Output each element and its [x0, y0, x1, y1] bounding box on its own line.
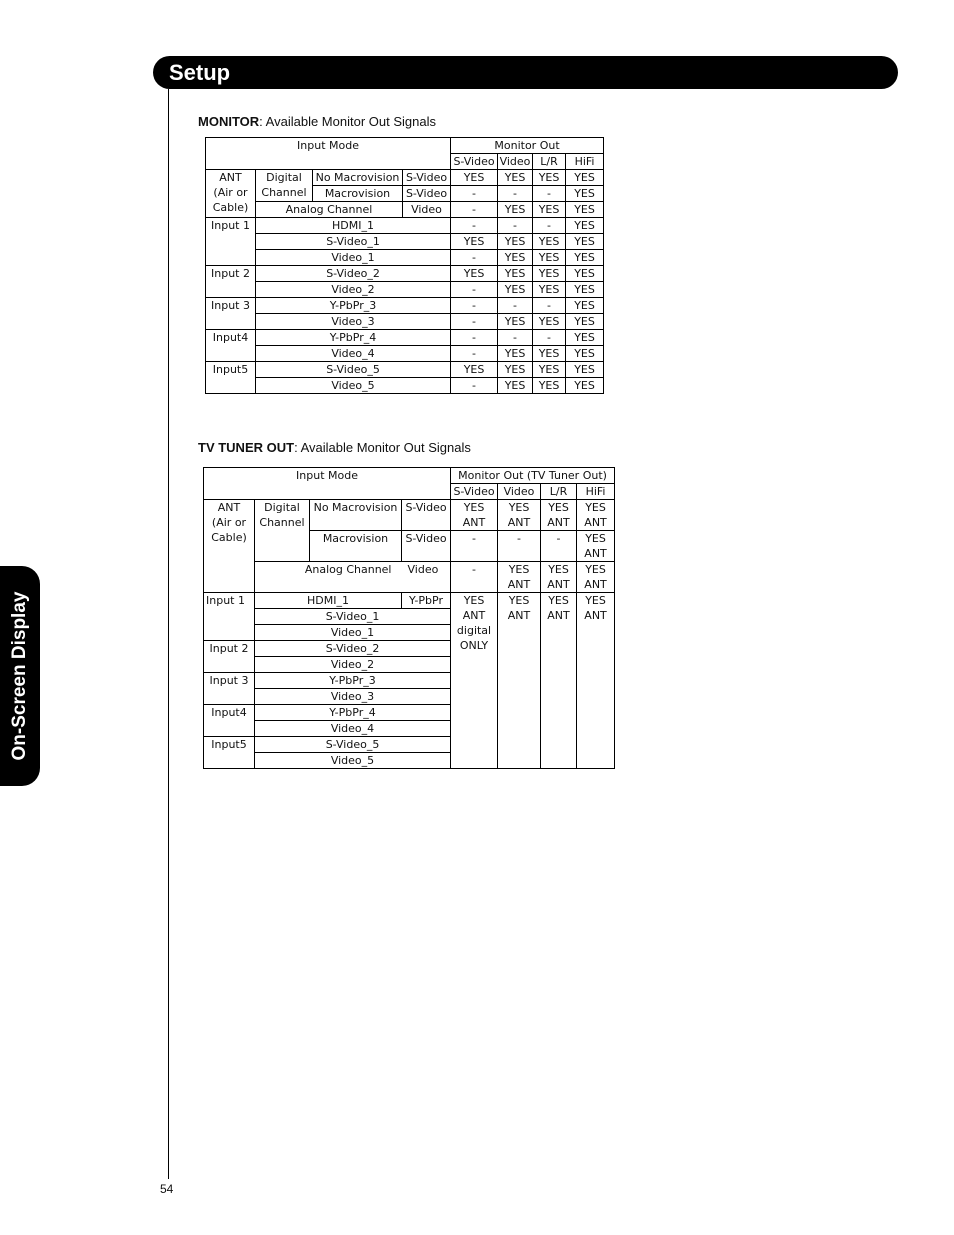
- tuner-iv-lr-1: ANT: [547, 609, 570, 622]
- tuner-cell: YES: [541, 500, 577, 516]
- signal-value: YES: [498, 202, 533, 218]
- signal-value: YES: [566, 314, 604, 330]
- tuner-macrovision-signal: S-Video: [402, 531, 451, 562]
- row-label: No Macrovision: [313, 170, 403, 186]
- row-label: Video_1: [256, 250, 451, 266]
- table-row: [206, 250, 604, 266]
- signal-value: YES: [498, 250, 533, 266]
- signal-value: YES: [566, 266, 604, 282]
- tuner-cell: ANT: [577, 515, 615, 531]
- tuner-video5: Video_5: [255, 753, 451, 769]
- tuner-no-macrovision-label: No Macrovision: [310, 500, 402, 531]
- tuner-table: [203, 467, 615, 769]
- tuner-inputs-svideo-cell: [451, 593, 498, 769]
- signal-value: -: [451, 330, 498, 346]
- tuner-col-video-header: Video: [498, 484, 541, 500]
- signal-value: -: [451, 298, 498, 314]
- signal-value: -: [451, 250, 498, 266]
- tuner-svideo5: S-Video_5: [255, 737, 451, 753]
- signal-value: YES: [533, 250, 566, 266]
- tuner-cell: ANT: [451, 515, 498, 531]
- tuner-video3: Video_3: [255, 689, 451, 705]
- signal-value: -: [451, 282, 498, 298]
- signal-value: YES: [451, 266, 498, 282]
- signal-value: -: [498, 330, 533, 346]
- tuner-cell: -: [451, 562, 498, 593]
- tuner-inputs-hifi-cell: [577, 593, 615, 769]
- tuner-ypbpr3: Y-PbPr_3: [255, 673, 451, 689]
- tuner-video4: Video_4: [255, 721, 451, 737]
- signal-value: -: [451, 346, 498, 362]
- ant-cell: [206, 170, 256, 218]
- signal-value: YES: [566, 378, 604, 394]
- row-label: HDMI_1: [256, 218, 451, 234]
- signal-value: YES: [498, 362, 533, 378]
- col-hifi-header: HiFi: [566, 154, 604, 170]
- tuner-iv-svideo-1: ANT: [462, 609, 486, 622]
- tuner-cell: YES: [541, 562, 577, 578]
- row-label: S-Video_1: [256, 234, 451, 250]
- ant-line3: Cable): [212, 201, 249, 214]
- signal-value: YES: [498, 282, 533, 298]
- tuner-ant-line3: Cable): [211, 531, 247, 544]
- tuner-cell: YES: [498, 562, 541, 578]
- signal-value: -: [498, 298, 533, 314]
- row-label: S-Video_5: [256, 362, 451, 378]
- tuner-iv-hifi-1: ANT: [584, 609, 607, 622]
- tuner-group-input5: Input5: [204, 737, 255, 769]
- tuner-iv-hifi-0: YES: [585, 594, 606, 607]
- signal-value: -: [498, 218, 533, 234]
- tuner-video2: Video_2: [255, 657, 451, 673]
- signal-value: YES: [566, 298, 604, 314]
- signal-value: -: [533, 186, 566, 202]
- tuner-group-input4: Input4: [204, 705, 255, 737]
- tuner-svideo1: S-Video_1: [255, 609, 451, 625]
- tuner-iv-video-1: ANT: [507, 609, 531, 622]
- signal-value: YES: [566, 250, 604, 266]
- table-row: [206, 346, 604, 362]
- tuner-hdmi1: HDMI_1: [255, 593, 402, 609]
- side-tab: [0, 566, 40, 786]
- row-label: Y-PbPr_4: [256, 330, 451, 346]
- signal-value: YES: [566, 346, 604, 362]
- tuner-analog-signal: Video: [402, 562, 451, 593]
- ant-line2: (Air or: [213, 186, 248, 199]
- tuner-monitor-out-header: Monitor Out (TV Tuner Out): [451, 468, 615, 484]
- input-group-label: Input5: [206, 362, 256, 394]
- row-label: Analog Channel: [256, 202, 403, 218]
- signal-value: YES: [566, 362, 604, 378]
- signal-value: YES: [566, 330, 604, 346]
- table-row: [206, 202, 604, 218]
- input-group-label: Input 3: [206, 298, 256, 330]
- signal-value: YES: [533, 378, 566, 394]
- row-label: S-Video_2: [256, 266, 451, 282]
- signal-value: YES: [533, 266, 566, 282]
- table-row: [206, 378, 604, 394]
- signal-value: -: [533, 298, 566, 314]
- row-signal: S-Video: [403, 186, 451, 202]
- signal-value: YES: [533, 362, 566, 378]
- signal-value: YES: [533, 282, 566, 298]
- tuner-cell: -: [541, 531, 577, 562]
- tuner-ypbpr: Y-PbPr: [402, 593, 451, 609]
- tuner-col-lr-header: L/R: [541, 484, 577, 500]
- signal-value: YES: [566, 218, 604, 234]
- signal-value: YES: [533, 346, 566, 362]
- digital-line2: Channel: [261, 186, 307, 199]
- tuner-ant-line2: (Air or: [211, 516, 247, 529]
- tuner-cell: YES: [577, 562, 615, 578]
- signal-value: YES: [566, 186, 604, 202]
- tuner-cell: -: [498, 531, 541, 562]
- tuner-cell: -: [451, 531, 498, 562]
- signal-value: YES: [566, 282, 604, 298]
- page-title: Setup: [169, 60, 231, 85]
- monitor-table: [205, 137, 604, 394]
- tuner-svideo2: S-Video_2: [255, 641, 451, 657]
- side-tab-label: On-Screen Display: [9, 591, 30, 761]
- input-mode-header: Input Mode: [206, 138, 451, 170]
- page-number: 54: [160, 1182, 174, 1196]
- tuner-digital-cell: [255, 500, 310, 562]
- tuner-cell: ANT: [577, 577, 615, 593]
- table-row: [206, 314, 604, 330]
- tuner-inputs-lr-cell: [541, 593, 577, 769]
- tuner-iv-lr-0: YES: [548, 594, 569, 607]
- signal-value: YES: [498, 378, 533, 394]
- signal-value: YES: [498, 234, 533, 250]
- signal-value: YES: [498, 346, 533, 362]
- row-signal: S-Video: [403, 170, 451, 186]
- col-lr-header: L/R: [533, 154, 566, 170]
- tuner-cell: ANT: [577, 546, 615, 562]
- signal-value: YES: [498, 170, 533, 186]
- signal-value: -: [533, 218, 566, 234]
- tuner-caption-text: : Available Monitor Out Signals: [294, 440, 471, 455]
- tuner-caption: [198, 440, 471, 455]
- row-label: Video_3: [256, 314, 451, 330]
- input-group-label: Input 2: [206, 266, 256, 298]
- tuner-digital-line1: Digital: [264, 501, 300, 514]
- signal-value: -: [451, 186, 498, 202]
- tuner-ant-line1: ANT: [217, 501, 241, 514]
- tuner-ant-cell: [204, 500, 255, 593]
- monitor-caption: [198, 114, 436, 129]
- tuner-caption-bold: TV TUNER OUT: [198, 440, 295, 455]
- tuner-cell: ANT: [498, 515, 541, 531]
- tuner-cell: YES: [498, 500, 541, 516]
- row-signal: Video: [403, 202, 451, 218]
- tuner-video1: Video_1: [255, 625, 451, 641]
- tuner-no-macrovision-signal: S-Video: [402, 500, 451, 531]
- table-row: [206, 282, 604, 298]
- col-svideo-header: S-Video: [451, 154, 498, 170]
- signal-value: YES: [533, 170, 566, 186]
- col-video-header: Video: [498, 154, 533, 170]
- signal-value: YES: [533, 234, 566, 250]
- tuner-ypbpr4: Y-PbPr_4: [255, 705, 451, 721]
- margin-rule: [168, 89, 169, 1179]
- header-banner: [153, 56, 898, 89]
- signal-value: YES: [566, 202, 604, 218]
- table-row: [206, 170, 604, 186]
- table-row: [206, 266, 604, 282]
- signal-value: YES: [498, 266, 533, 282]
- tuner-cell: YES: [577, 500, 615, 516]
- row-label: Video_5: [256, 378, 451, 394]
- tuner-col-hifi-header: HiFi: [577, 484, 615, 500]
- monitor-out-header: Monitor Out: [451, 138, 604, 154]
- tuner-inputs-video-cell: [498, 593, 541, 769]
- tuner-group-input2: Input 2: [204, 641, 255, 673]
- row-label: Video_4: [256, 346, 451, 362]
- tuner-iv-svideo-2: digital: [456, 624, 492, 637]
- signal-value: YES: [566, 170, 604, 186]
- tuner-cell: ANT: [541, 515, 577, 531]
- input-group-label: Input4: [206, 330, 256, 362]
- row-label: Video_2: [256, 282, 451, 298]
- signal-value: -: [451, 202, 498, 218]
- row-label: Y-PbPr_3: [256, 298, 451, 314]
- signal-value: YES: [451, 362, 498, 378]
- digital-line1: Digital: [266, 171, 302, 184]
- signal-value: -: [451, 378, 498, 394]
- tuner-group-input1: Input 1: [204, 593, 255, 641]
- signal-value: -: [451, 314, 498, 330]
- signal-value: YES: [451, 234, 498, 250]
- table-row: [206, 234, 604, 250]
- tuner-cell: YES: [577, 531, 615, 547]
- ant-line1: ANT: [219, 171, 242, 184]
- signal-value: YES: [533, 202, 566, 218]
- tuner-iv-svideo-3: ONLY: [459, 639, 489, 652]
- signal-value: -: [451, 218, 498, 234]
- tuner-macrovision-label: Macrovision: [310, 531, 402, 562]
- tuner-iv-video-0: YES: [508, 594, 530, 607]
- tuner-input-mode-header: Input Mode: [204, 468, 451, 500]
- digital-channel-cell: [256, 170, 313, 202]
- tuner-iv-svideo-0: YES: [463, 594, 485, 607]
- tuner-cell: ANT: [541, 577, 577, 593]
- signal-value: YES: [566, 234, 604, 250]
- signal-value: YES: [498, 314, 533, 330]
- signal-value: -: [533, 330, 566, 346]
- table-row: [206, 362, 604, 378]
- tuner-col-svideo-header: S-Video: [451, 484, 498, 500]
- table-row: [206, 218, 604, 234]
- table-row: [206, 330, 604, 346]
- tuner-digital-line2: Channel: [259, 516, 305, 529]
- table-row: [206, 298, 604, 314]
- tuner-cell: YES: [451, 500, 498, 516]
- row-label: Macrovision: [313, 186, 403, 202]
- signal-value: YES: [533, 314, 566, 330]
- tuner-cell: ANT: [498, 577, 541, 593]
- monitor-caption-text: : Available Monitor Out Signals: [259, 114, 436, 129]
- signal-value: YES: [451, 170, 498, 186]
- signal-value: -: [498, 186, 533, 202]
- tuner-analog-label: Analog Channel: [255, 562, 402, 593]
- input-group-label: Input 1: [206, 218, 256, 266]
- tuner-group-input3: Input 3: [204, 673, 255, 705]
- monitor-caption-bold: MONITOR: [198, 114, 260, 129]
